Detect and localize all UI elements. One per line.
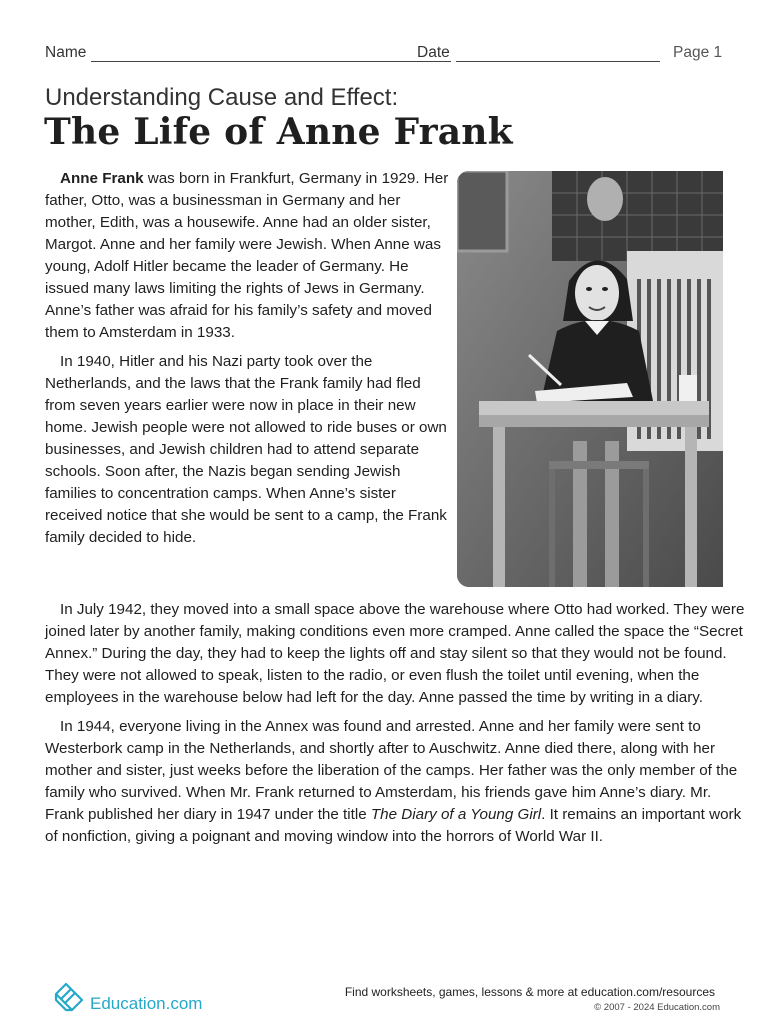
date-line xyxy=(456,61,660,62)
worksheet-header xyxy=(45,42,725,66)
paragraph-1-text: was born in Frankfurt, Germany in 1929. Her father, Otto, was a businessman in Germany and her mother, Edith, was a housewife. Anne had an older sister, Margot. Anne and her family were Jewish. When Anne was young, Adolf Hitler became the leader of Germany. He issued many laws limiting the rights of Jews in Germany. Anne’s father was afraid for his family’s safety and moved them to Amsterdam in 1933. xyxy=(45,170,449,341)
date-label: Date xyxy=(417,44,450,61)
name-line xyxy=(91,61,451,62)
paragraph-4-text-a: In 1944, everyone living in the Annex was found and arrested. Anne and her family were sent to Westerbork camp in the Netherlands, and shortly after to Auschwitz. Anne died there, along with her mother and sister, just weeks before the liberation of the camps. Her father was the only member of the family who survived. When Mr. Frank returned to Amsterdam, his friends gave him Anne’s diary. Mr. Frank published her diary in 1947 under the title xyxy=(45,718,738,823)
worksheet-subtitle: Understanding Cause and Effect: xyxy=(45,84,399,111)
name-label: Name xyxy=(45,44,87,61)
paragraph-4 xyxy=(45,716,745,848)
worksheet-title: The Life of Anne Frank xyxy=(44,111,513,153)
footer-tagline[interactable]: Find worksheets, games, lessons & more at education.com/resources xyxy=(344,985,715,999)
education-logo-icon xyxy=(52,980,86,1014)
diary-title: The Diary of a Young Girl xyxy=(370,806,542,823)
paragraph-2: In 1940, Hitler and his Nazi party took over the Netherlands, and the laws that the Frank family had fled from seven years earlier were now in place in their new home. Jewish people were not allowed to ride buses or own businesses, and Jewish children had to attend separate schools. Soon after, the Nazis began sending Jewish families to concentration camps. When Anne’s sister received notice that she would be sent to a camp, the Frank family decided to hide. xyxy=(45,353,447,546)
footer-copyright: © 2007 - 2024 Education.com xyxy=(594,1002,720,1013)
education-logo-text[interactable]: Education.com xyxy=(90,994,203,1013)
paragraph-4-text-b: . It remains an important work of nonfiction, giving a poignant and moving window into the horrors of World War II. xyxy=(45,806,742,845)
paragraph-1 xyxy=(45,168,449,344)
page-number: Page 1 xyxy=(673,44,723,61)
paragraph-1-lead: Anne Frank xyxy=(60,170,144,187)
left-column xyxy=(45,168,449,556)
anne-frank-photo xyxy=(457,171,723,587)
full-width-text xyxy=(45,599,745,855)
paragraph-3: In July 1942, they moved into a small space above the warehouse where Otto had worked. They were joined later by another family, making conditions even more cramped. Anne called the space the “Secret Annex.” During the day, they had to keep the lights off and stay silent so that they would not be found. They were not allowed to speak, listen to the radio, or even flush the toilet until evening, when the employees in the warehouse below had left for the day. Anne passed the time by writing in a diary. xyxy=(45,601,745,706)
